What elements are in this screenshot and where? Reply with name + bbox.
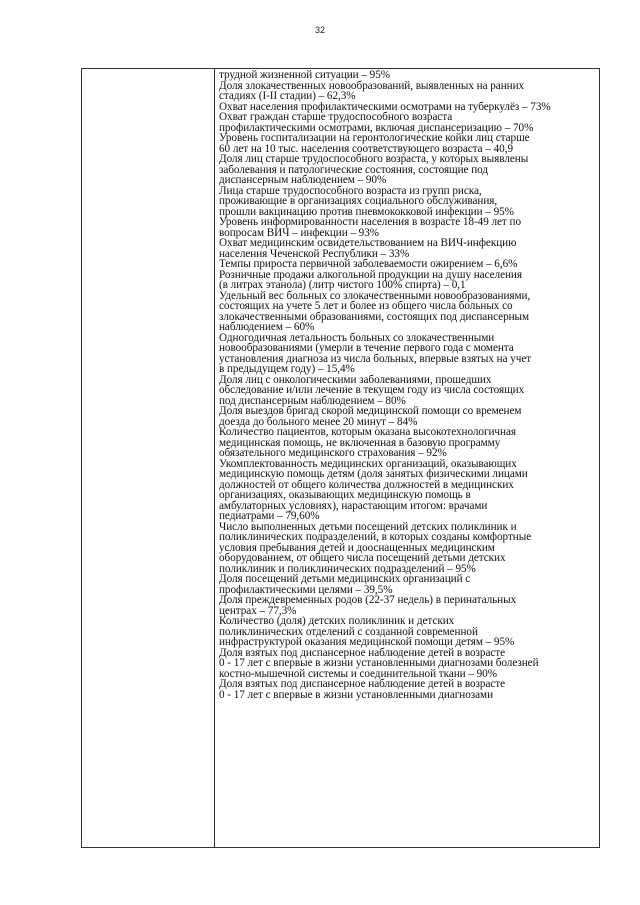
indicator-item: Охват медицинским освидетельствованием на ВИЧ-инфекцию населения Чеченской Республики – 33% <box>219 237 517 260</box>
indicator-item: Доля лиц с онкологическими заболеваниями, прошедших обследование и/или лечение в текущем году из числа состоящих под диспансерным наблюдением – 80% <box>219 373 525 407</box>
indicator-item: Розничные продажи алкогольной продукции на душу населения (в литрах этанола) (литр чистого 100% спирта) – 0,1 <box>219 268 522 291</box>
indicator-item: Охват населения профилактическими осмотрами на туберкулёз – 73% <box>219 100 551 113</box>
indicator-item: Темпы прироста первичной заболеваемости ожирением – 6,6% <box>219 258 518 270</box>
indicator-item: Доля выездов бригад скорой медицинской помощи со временем доезда до больного менее 20 минут – 84% <box>219 405 522 428</box>
indicator-item: Количество (доля) детских поликлиник и детских поликлинических отделений с созданной современной инфраструктурой оказания медицинской помощи детям – 95% <box>219 615 515 648</box>
indicator-item: Удельный вес больных со злокачественными новообразованиями, состоящих на учете 5 лет и более из общего числа больных со злокачественными образованиями, состоящих под диспансерным наблюдением – 60% <box>219 289 531 333</box>
indicator-item: Охват граждан старше трудоспособного возраста профилактическими осмотрами, включая диспансеризацию – 70% <box>219 111 534 134</box>
indicator-item: Доля взятых под диспансерное наблюдение детей в возрасте 0 - 17 лет с впервые в жизни установленными диагнозами болезней костно-мышечной системы и соединительной ткани – 90% <box>219 646 539 680</box>
indicator-item: Уровень информированности населения в возрасте 18-49 лет по вопросам ВИЧ – инфекции – 93% <box>219 216 521 239</box>
indicator-item: Доля взятых под диспансерное наблюдение детей в возрасте 0 - 17 лет с впервые в жизни установленными диагнозами <box>219 678 506 701</box>
indicator-item: трудной жизненной ситуации – 95% <box>219 69 391 81</box>
indicator-item: Число выполненных детьми посещений детских поликлиник и поликлинических подразделений, в которых созданы комфортные условия пребывания детей и дооснащенных медицинским оборудованием, от общего числа посещений детьми детских поликлиник и поликлинических подразделений – 95% <box>219 520 532 575</box>
table-left-column <box>82 69 215 847</box>
indicator-item: Количество пациентов, которым оказана высокотехнологичная медицинская помощь, не включенная в базовую программу обязательного медицинского страхования – 92% <box>219 426 516 459</box>
document-table <box>81 68 600 848</box>
indicator-item: Доля преждевременных родов (22-37 недель) в перинатальных центрах – 77,3% <box>219 594 517 617</box>
indicator-item: Доля лиц старше трудоспособного возраста, у которых выявлены заболевания и патологические состояния, состоящие под диспансерным наблюдением – 90% <box>219 153 529 186</box>
indicator-item: Укомплектованность медицинских организаций, оказывающих медицинскую помощь детям (доля занятых физическими лицами должностей от общего количества должностей в медицинских организациях, оказывающих медицинскую помощь в амбулаторных условиях), нарастающим итогом: врачами педиатрами – 79,60% <box>219 457 528 522</box>
indicator-list <box>219 70 593 700</box>
indicator-item: Одногодичная летальность больных со злокачественными новообразованиями (умерли в течение первого года с момента установления диагноза из числа больных, впервые взятых на учет в предыдущем году) – 15,4% <box>219 331 532 375</box>
indicator-item: Доля посещений детьми медицинских организаций с профилактическими целями – 39,5% <box>219 573 471 596</box>
table-right-column <box>215 69 599 847</box>
page-number: 32 <box>314 25 325 35</box>
indicator-item: Доля злокачественных новообразований, выявленных на ранних стадиях (I-II стадии) – 62,3% <box>219 79 525 102</box>
indicator-item: Лица старше трудоспособного возраста из групп риска, проживающие в организациях социального обслуживания, прошли вакцинацию против пневмококковой инфекции – 95% <box>219 184 514 218</box>
indicator-item: Уровень госпитализации на геронтологические койки лиц старше 60 лет на 10 тыс. населения соответствующего возраста – 40,9 <box>219 132 530 155</box>
